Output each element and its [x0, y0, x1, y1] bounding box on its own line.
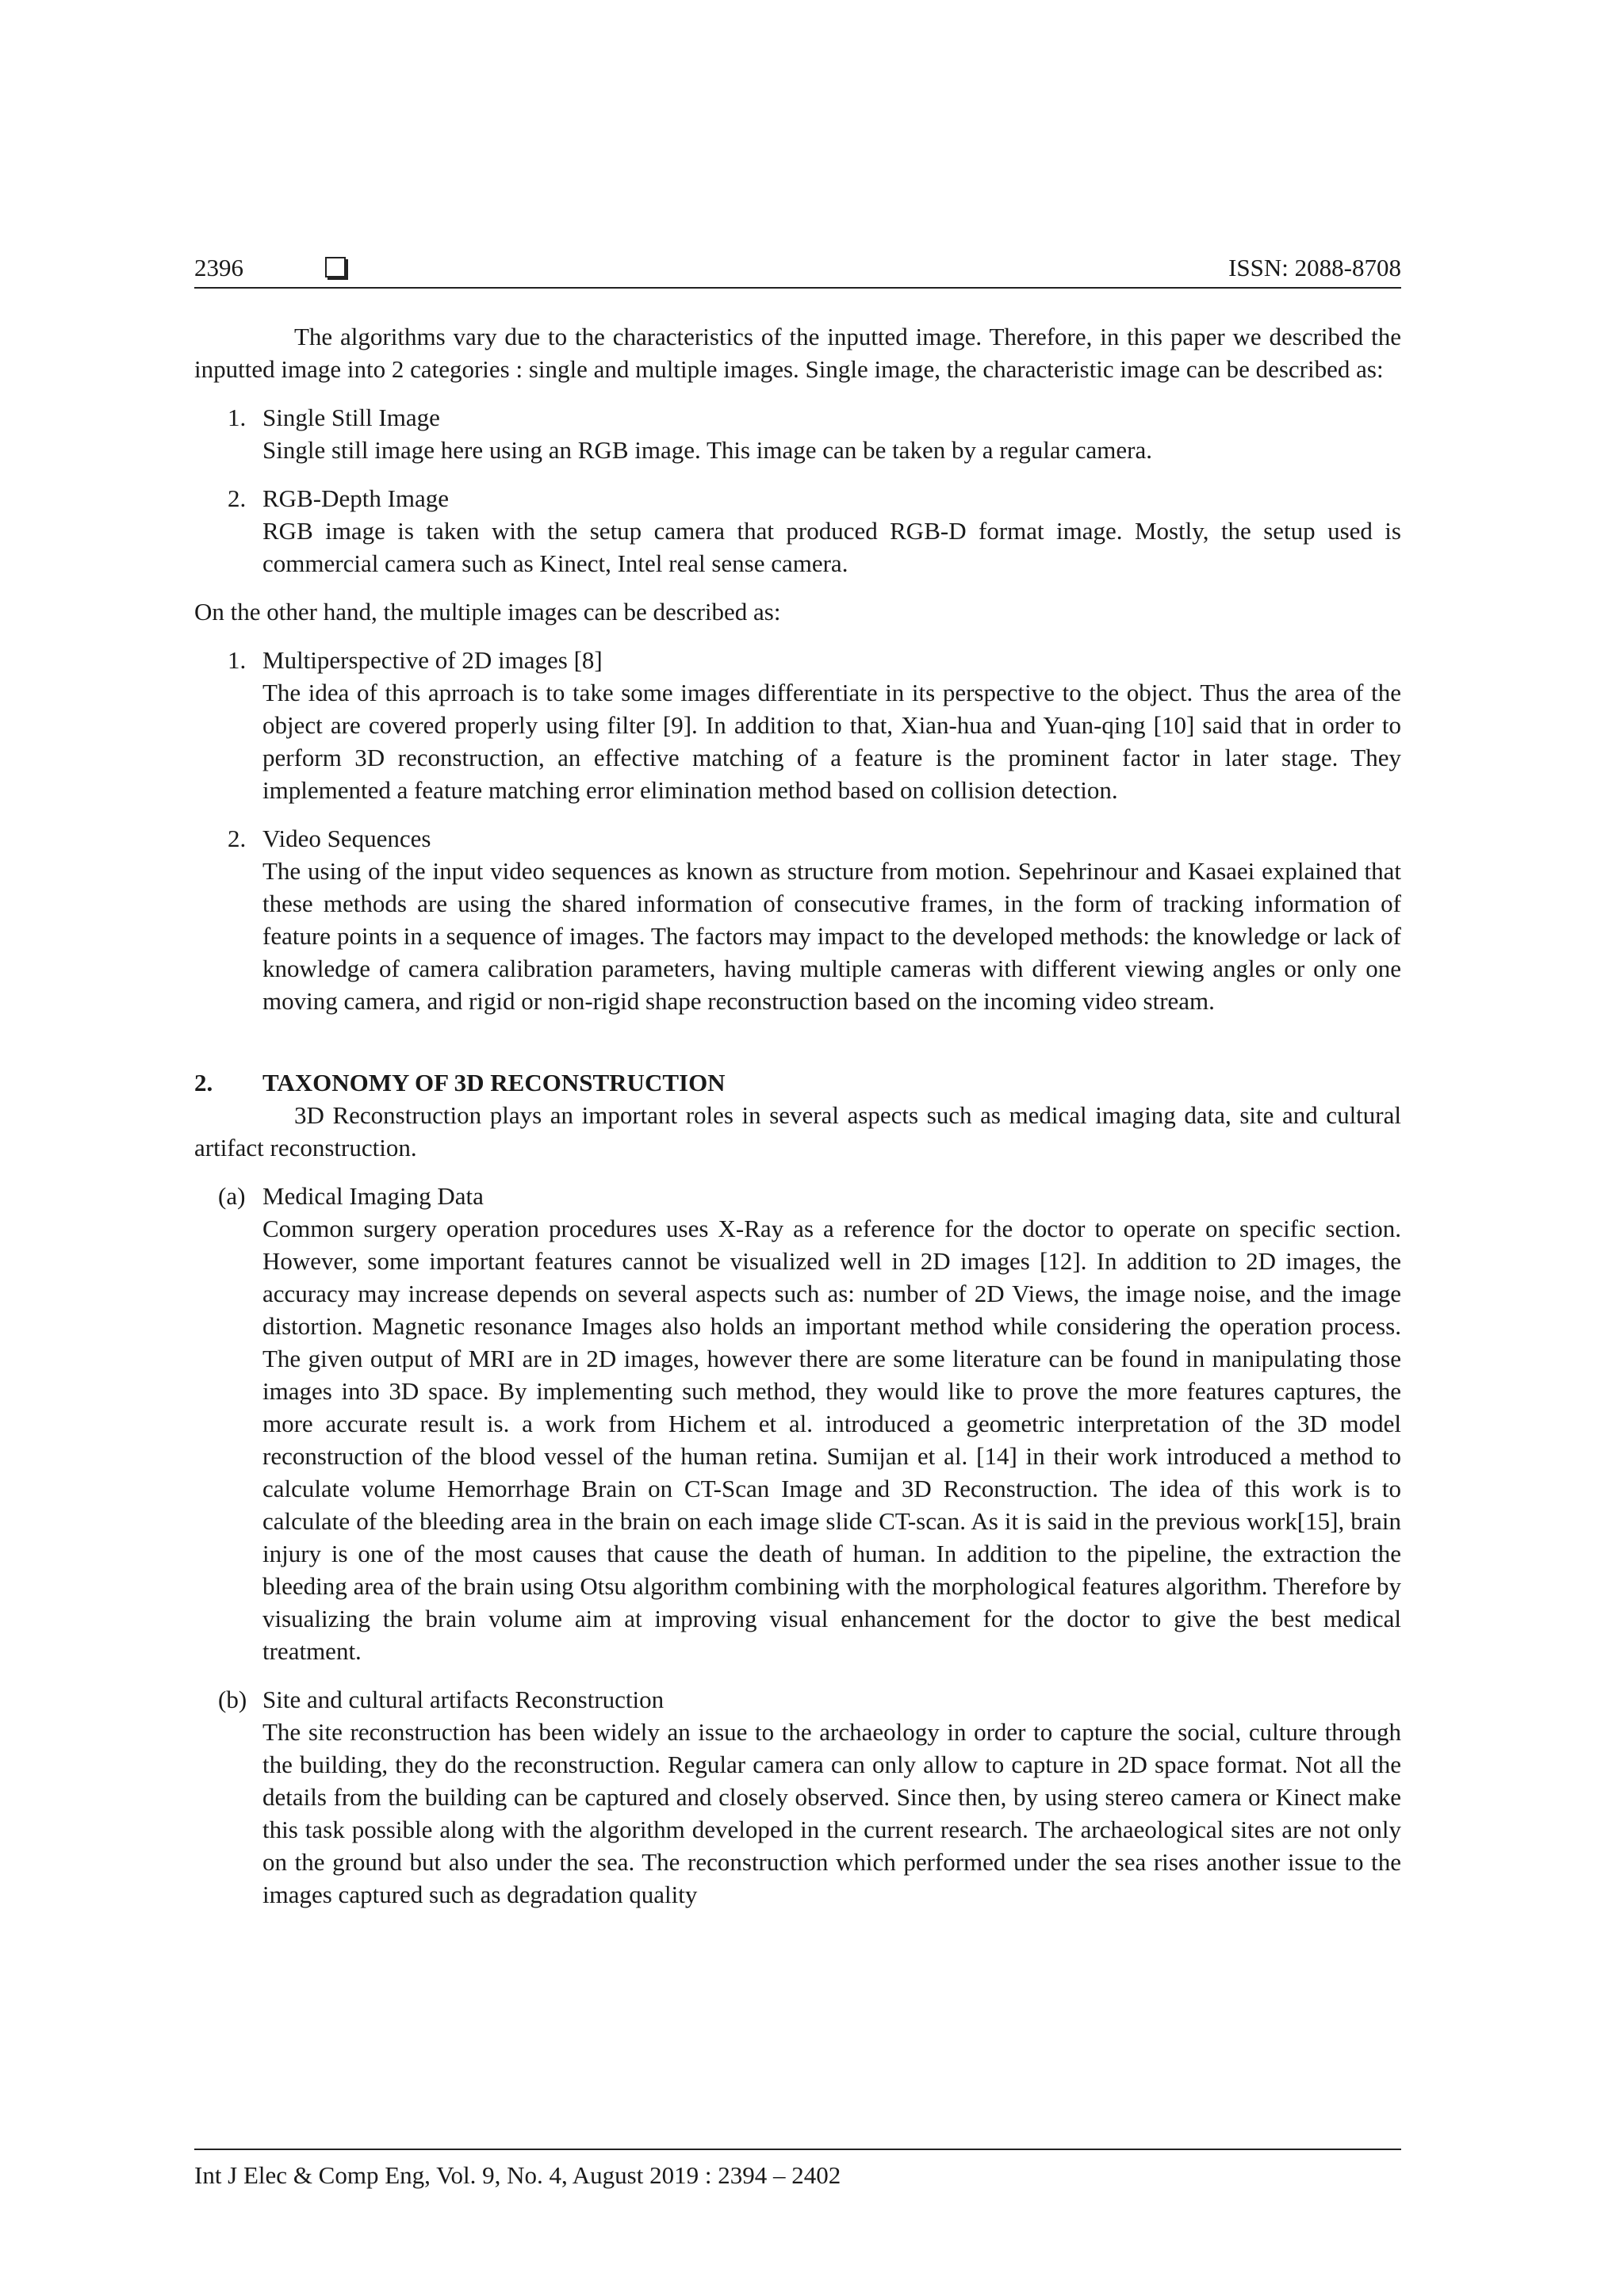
list-item-number: 2.: [228, 484, 247, 512]
list-item-title: Multiperspective of 2D images [8]: [262, 646, 603, 674]
issn-label: ISSN: 2088-8708: [1228, 254, 1401, 281]
list-item-number: 2.: [228, 825, 247, 852]
list-item: [194, 482, 1401, 580]
list-item: [194, 644, 1401, 806]
list-item-text: Single still image here using an RGB image. This image can be taken by a regular camera.: [262, 436, 1152, 464]
list-item: [194, 1180, 1401, 1667]
list-item: [194, 822, 1401, 1017]
running-header: [194, 252, 1401, 289]
list-item-number: (a): [218, 1182, 246, 1210]
intro-paragraph: The algorithms vary due to the characteristics of the inputted image. Therefore, in this paper we described the inputted image into 2 categories : single and multiple images. Single image, the characteristic image can be described as:: [194, 323, 1401, 383]
journal-citation: Int J Elec & Comp Eng, Vol. 9, No. 4, August 2019 : 2394 – 2402: [194, 2161, 841, 2189]
list-item-title: Medical Imaging Data: [262, 1182, 484, 1210]
list-item: [194, 401, 1401, 466]
section-heading: [194, 1066, 1401, 1099]
single-image-list: [194, 401, 1401, 580]
list-item-number: 1.: [228, 404, 247, 431]
list-item-text: The site reconstruction has been widely an issue to the archaeology in order to capture the social, culture through the building, they do the reconstruction. Regular camera can only allow to capture in 2D space format. Not all the details from the building can be captured and closely observed. Since then, by using stereo camera or Kinect make this task possible along with the algorithm developed in the current research. The archaeological sites are not only on the ground but also under the sea. The reconstruction which performed under the sea rises another issue to the images captured such as degradation quality: [262, 1718, 1401, 1908]
running-footer: [194, 2149, 1401, 2191]
taxonomy-list: [194, 1180, 1401, 1911]
list-item-text: The idea of this aprroach is to take some images differentiate in its perspective to the object. Thus the area of the object are covered properly using filter [9]. In addition to that, Xian-hua and Yuan-qing [10] said that in order to perform 3D reconstruction, an effective matching of a feature is the prominent factor in later stage. They implemented a feature matching error elimination method based on collision detection.: [262, 679, 1401, 804]
list-item-number: (b): [218, 1686, 247, 1713]
section-number: 2.: [194, 1069, 213, 1096]
list-item-number: 1.: [228, 646, 247, 674]
square-bullet-icon: [325, 257, 346, 277]
page-number: 2396: [194, 254, 243, 281]
multiple-image-list: [194, 644, 1401, 1017]
section-paragraph: 3D Reconstruction plays an important roles in several aspects such as medical imaging data, site and cultural artifact reconstruction.: [194, 1101, 1401, 1161]
list-item-text: RGB image is taken with the setup camera that produced RGB-D format image. Mostly, the setup used is commercial camera such as Kinect, Intel real sense camera.: [262, 517, 1401, 577]
section-title: TAXONOMY OF 3D RECONSTRUCTION: [262, 1069, 726, 1096]
list-item-text: The using of the input video sequences as known as structure from motion. Sepehrinour and Kasaei explained that these methods are using the shared information of consecutive frames, in the form of tracking information of feature points in a sequence of images. The factors may impact to the developed methods: the knowledge or lack of knowledge of camera calibration parameters, having multiple cameras with different viewing angles or only one moving camera, and rigid or non-rigid shape reconstruction based on the incoming video stream.: [262, 857, 1401, 1015]
list-item: [194, 1683, 1401, 1911]
multiple-images-lead: On the other hand, the multiple images can be described as:: [194, 598, 781, 626]
list-item-title: Video Sequences: [262, 825, 431, 852]
list-item-title: Single Still Image: [262, 404, 440, 431]
list-item-title: Site and cultural artifacts Reconstruction: [262, 1686, 665, 1713]
list-item-text: Common surgery operation procedures uses X-Ray as a reference for the doctor to operate on specific section. However, some important features cannot be visualized well in 2D images [12]. In addition to 2D images, the accuracy may increase depends on several aspects such as: number of 2D Views, the image noise, and the image distortion. Magnetic resonance Images also holds an important method while considering the operation process. The given output of MRI are in 2D images, however there are some literature can be found in manipulating those images into 3D space. By implementing such method, they would like to prove the more features captures, the more accurate result is. a work from Hichem et al. introduced a geometric interpretation of the 3D model reconstruction of the blood vessel of the human retina. Sumijan et al. [14] in their work introduced a method to calculate volume Hemorrhage Brain on CT-Scan Image and 3D Reconstruction. The idea of this work is to calculate of the bleeding area in the brain on each image slide CT-scan. As it is said in the previous work[15], brain injury is one of the most causes that cause the death of human. In addition to the pipeline, the extraction the bleeding area of the brain using Otsu algorithm combining with the morphological features algorithm. Therefore by visualizing the brain volume aim at improving visual enhancement for the doctor to give the best medical treatment.: [262, 1215, 1401, 1665]
list-item-title: RGB-Depth Image: [262, 484, 450, 512]
paper-body: [194, 320, 1401, 1927]
